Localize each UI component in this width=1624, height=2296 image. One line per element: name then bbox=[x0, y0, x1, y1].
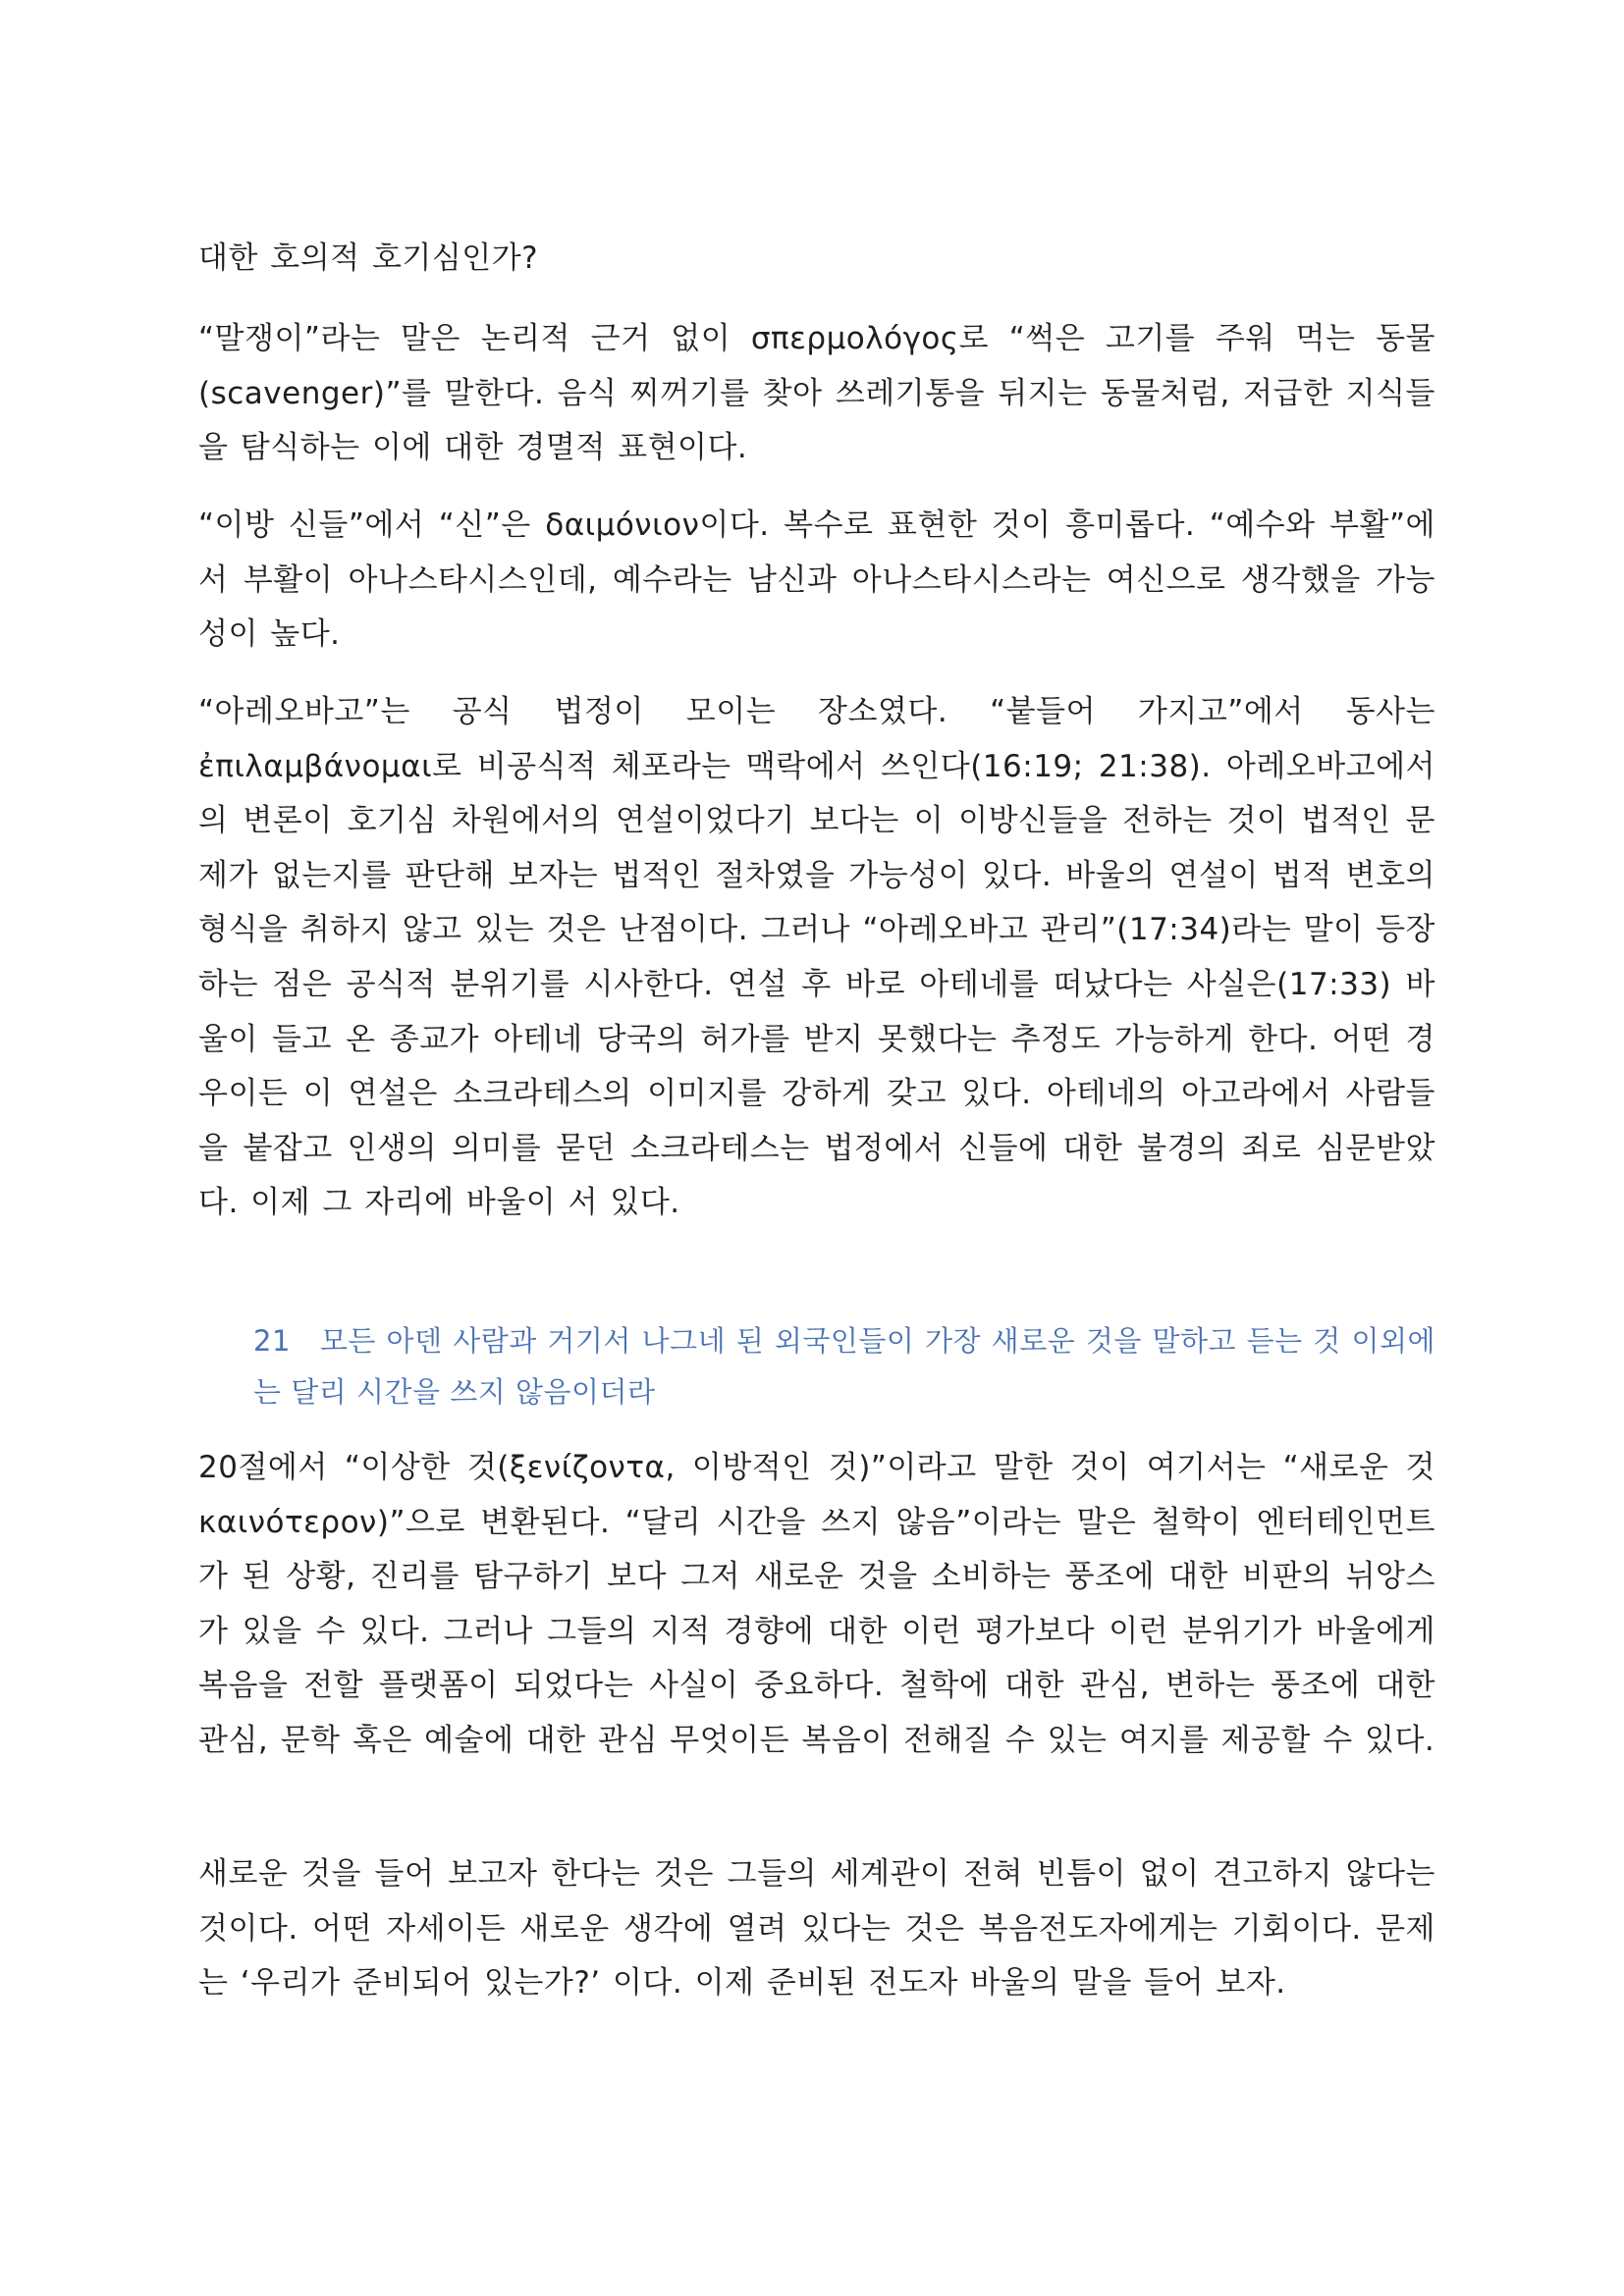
verse-number: 21 bbox=[253, 1324, 291, 1358]
paragraph-intro-end: 대한 호의적 호기심인가? bbox=[198, 240, 539, 276]
verse-21 bbox=[253, 1315, 1435, 1417]
paragraph-spermologos: “말쟁이”라는 말은 논리적 근거 없이 σπερμολόγος로 “썩은 고기를 주워 먹는 동물(scavenger)”를 말한다. 음식 찌꺼기를 찾아 쓰레기통을 뒤지는 동물처럼, 저급한 지식들을 탐식하는 이에 대한 경멸적 표현이다. bbox=[198, 321, 1435, 466]
paragraph-daimonion: “이방 신들”에서 “신”은 δαιμόνιον이다. 복수로 표현한 것이 흥미롭다. “예수와 부활”에서 부활이 아나스타시스인데, 예수라는 남신과 아나스타시스라는 여신으로 생각했을 가능성이 높다. bbox=[198, 507, 1435, 653]
paragraph-areopagus: “아레오바고”는 공식 법정이 모이는 장소였다. “붙들어 가지고”에서 동사는 ἐπιλαμβάνομαι로 비공식적 체포라는 맥락에서 쓰인다(16:19; 21:38). 아레오바고에서의 변론이 호기심 차원에서의 연설이었다기 보다는 이 이방신들을 전하는 것이 법적인 문제가 없는지를 판단해 보자는 법적인 절차였을 가능성이 있다. 바울의 연설이 법적 변호의 형식을 취하지 않고 있는 것은 난점이다. 그러나 “아레오바고 관리”(17:34)라는 말이 등장하는 점은 공식적 분위기를 시사한다. 연설 후 바로 아테네를 떠났다는 사실은(17:33) 바울이 들고 온 종교가 아테네 당국의 허가를 받지 못했다는 추정도 가능하게 한다. 어떤 경우이든 이 연설은 소크라테스의 이미지를 강하게 갖고 있다. 아테네의 아고라에서 사람들을 붙잡고 인생의 의미를 묻던 소크라테스는 법정에서 신들에 대한 불경의 죄로 심문받았다. 이제 그 자리에 바울이 서 있다. bbox=[198, 694, 1435, 1221]
paragraph-conclusion: 새로운 것을 들어 보고자 한다는 것은 그들의 세계관이 전혀 빈틈이 없이 견고하지 않다는 것이다. 어떤 자세이든 새로운 생각에 열려 있다는 것은 복음전도자에게는 기회이다. 문제는 ‘우리가 준비되어 있는가?’ 이다. 이제 준비된 전도자 바울의 말을 들어 보자. bbox=[198, 1856, 1435, 2002]
paragraph-new-things: 20절에서 “이상한 것(ξενίζοντα, 이방적인 것)”이라고 말한 것이 여기서는 “새로운 것 καινότερον)”으로 변환된다. “달리 시간을 쓰지 않음”이라는 말은 철학이 엔터테인먼트가 된 상황, 진리를 탐구하기 보다 그저 새로운 것을 소비하는 풍조에 대한 비판의 뉘앙스가 있을 수 있다. 그러나 그들의 지적 경향에 대한 이런 평가보다 이런 분위기가 바울에게 복음을 전할 플랫폼이 되었다는 사실이 중요하다. 철학에 대한 관심, 변하는 풍조에 대한 관심, 문학 혹은 예술에 대한 관심 무엇이든 복음이 전해질 수 있는 여지를 제공할 수 있다. bbox=[198, 1450, 1435, 1758]
verse-text: 모든 아덴 사람과 거기서 나그네 된 외국인들이 가장 새로운 것을 말하고 듣는 것 이외에는 달리 시간을 쓰지 않음이더라 bbox=[253, 1324, 1435, 1409]
